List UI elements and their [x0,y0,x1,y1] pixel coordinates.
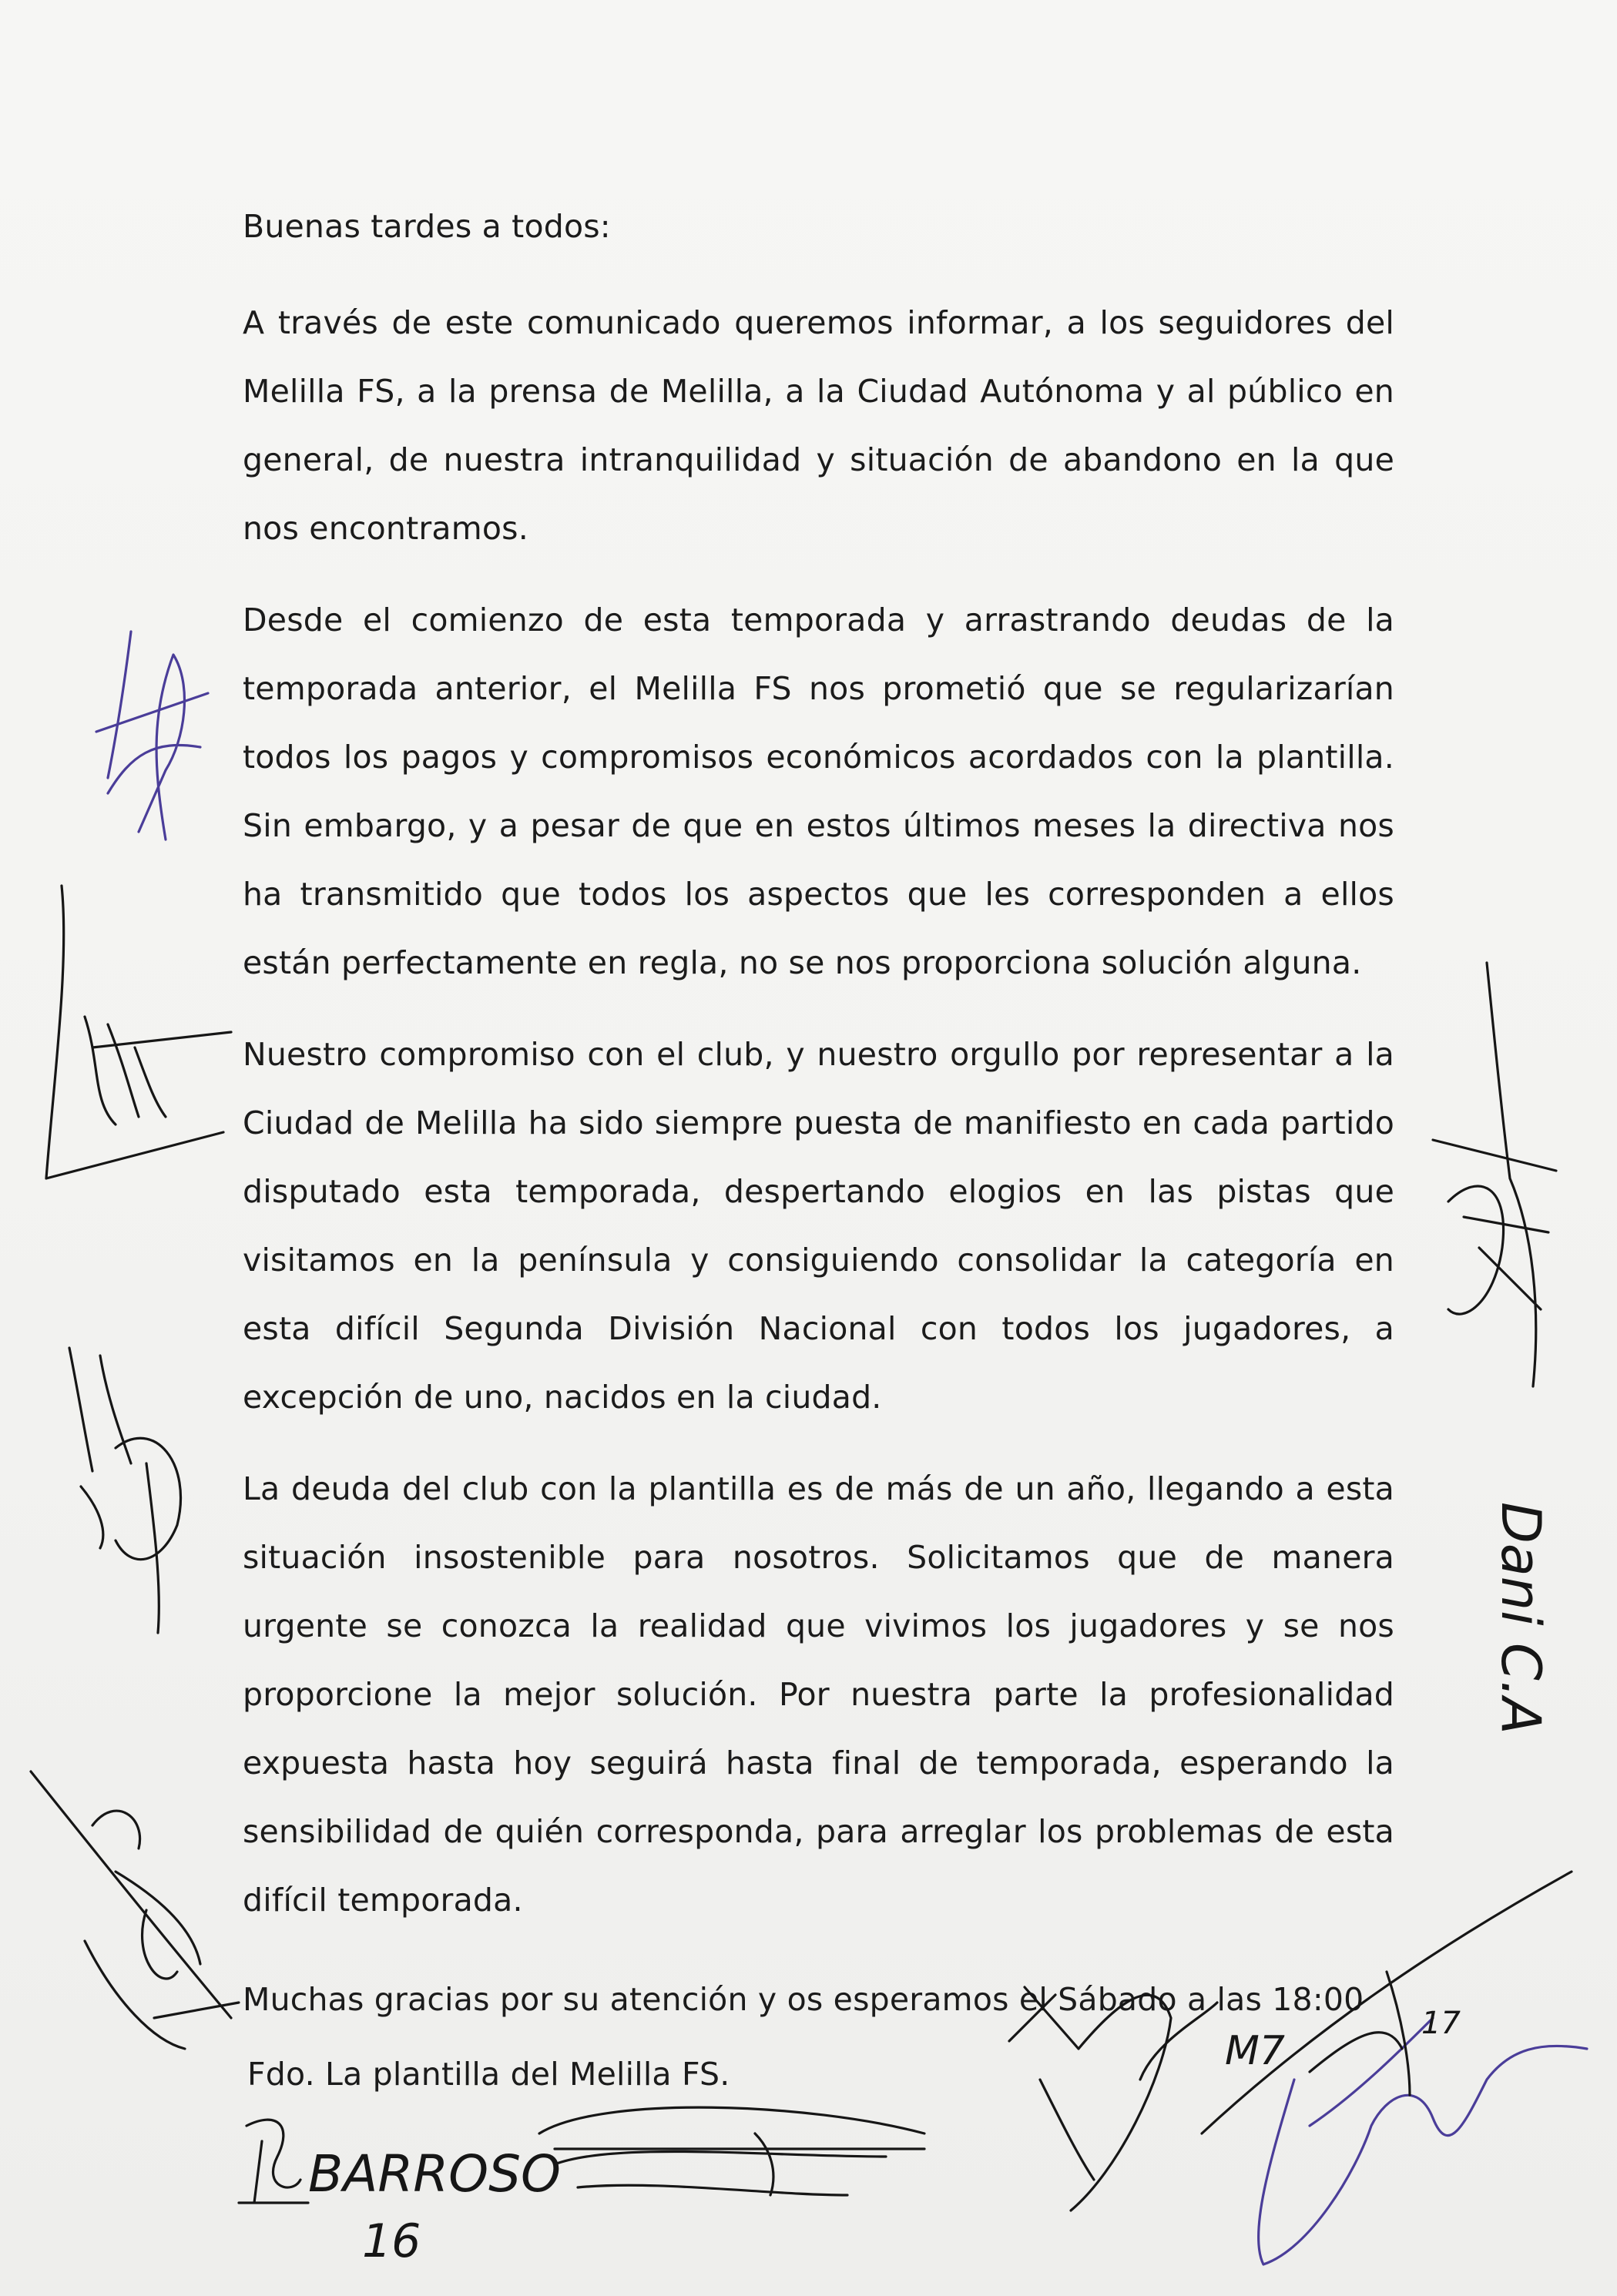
signature-label-m7: M7 [1225,2028,1285,2074]
letter-signoff: Fdo. La plantilla del Melilla FS. [247,2056,730,2093]
signature-label-barroso: BARROSO [308,2144,561,2204]
signature-label-16: 16 [362,2214,421,2268]
letter-body [243,193,1394,2132]
letter-paragraph-4: La deuda del club con la plantilla es de más de un año, llegando a esta situación insostenible para nosotros. Solicitamos que de manera urgente se conozca la realidad que vivimos los jugadores y se nos proporcione la mejor solución. Por nuestra parte la profesionalidad expuesta hasta hoy seguirá hasta final de temporada, esperando la sensibilidad de quién corresponda, para arreglar los problemas de esta difícil temporada. [243,1470,1394,1919]
letter-paragraph-1: A través de este comunicado queremos informar, a los seguidores del Melilla FS, a la prensa de Melilla, a la Ciudad Autónoma y al público en general, de nuestra intranquilidad y situación de abandono en la que nos encontramos. [243,304,1394,547]
letter-greeting: Buenas tardes a todos: [243,208,611,245]
letter-closing: Muchas gracias por su atención y os esperamos el Sábado a las 18:00 [243,1981,1364,2018]
letter-paragraph-3: Nuestro compromiso con el club, y nuestro orgullo por representar a la Ciudad de Melilla ha sido siempre puesta de manifiesto en cada partido disputado esta temporada, despertando elogios en las pistas que visitamos en la península y consiguiendo consolidar la categoría en esta difícil Segunda División Nacional con todos los jugadores, a excepción de uno, nacidos en la ciudad. [243,1036,1394,1416]
signature-label-17: 17 [1421,2006,1461,2041]
letter-paragraph-2: Desde el comienzo de esta temporada y arrastrando deudas de la temporada anterior, el Melilla FS nos prometió que se regularizarían todos los pagos y compromisos económicos acordados con la plantilla. Sin embargo, y a pesar de que en estos últimos meses la directiva nos ha transmitido que todos los aspectos que les corresponden a ellos están perfectamente en regla, no se nos proporciona solución alguna. [243,602,1394,981]
signature-label-dani: Dani C.A [1489,1502,1552,1735]
